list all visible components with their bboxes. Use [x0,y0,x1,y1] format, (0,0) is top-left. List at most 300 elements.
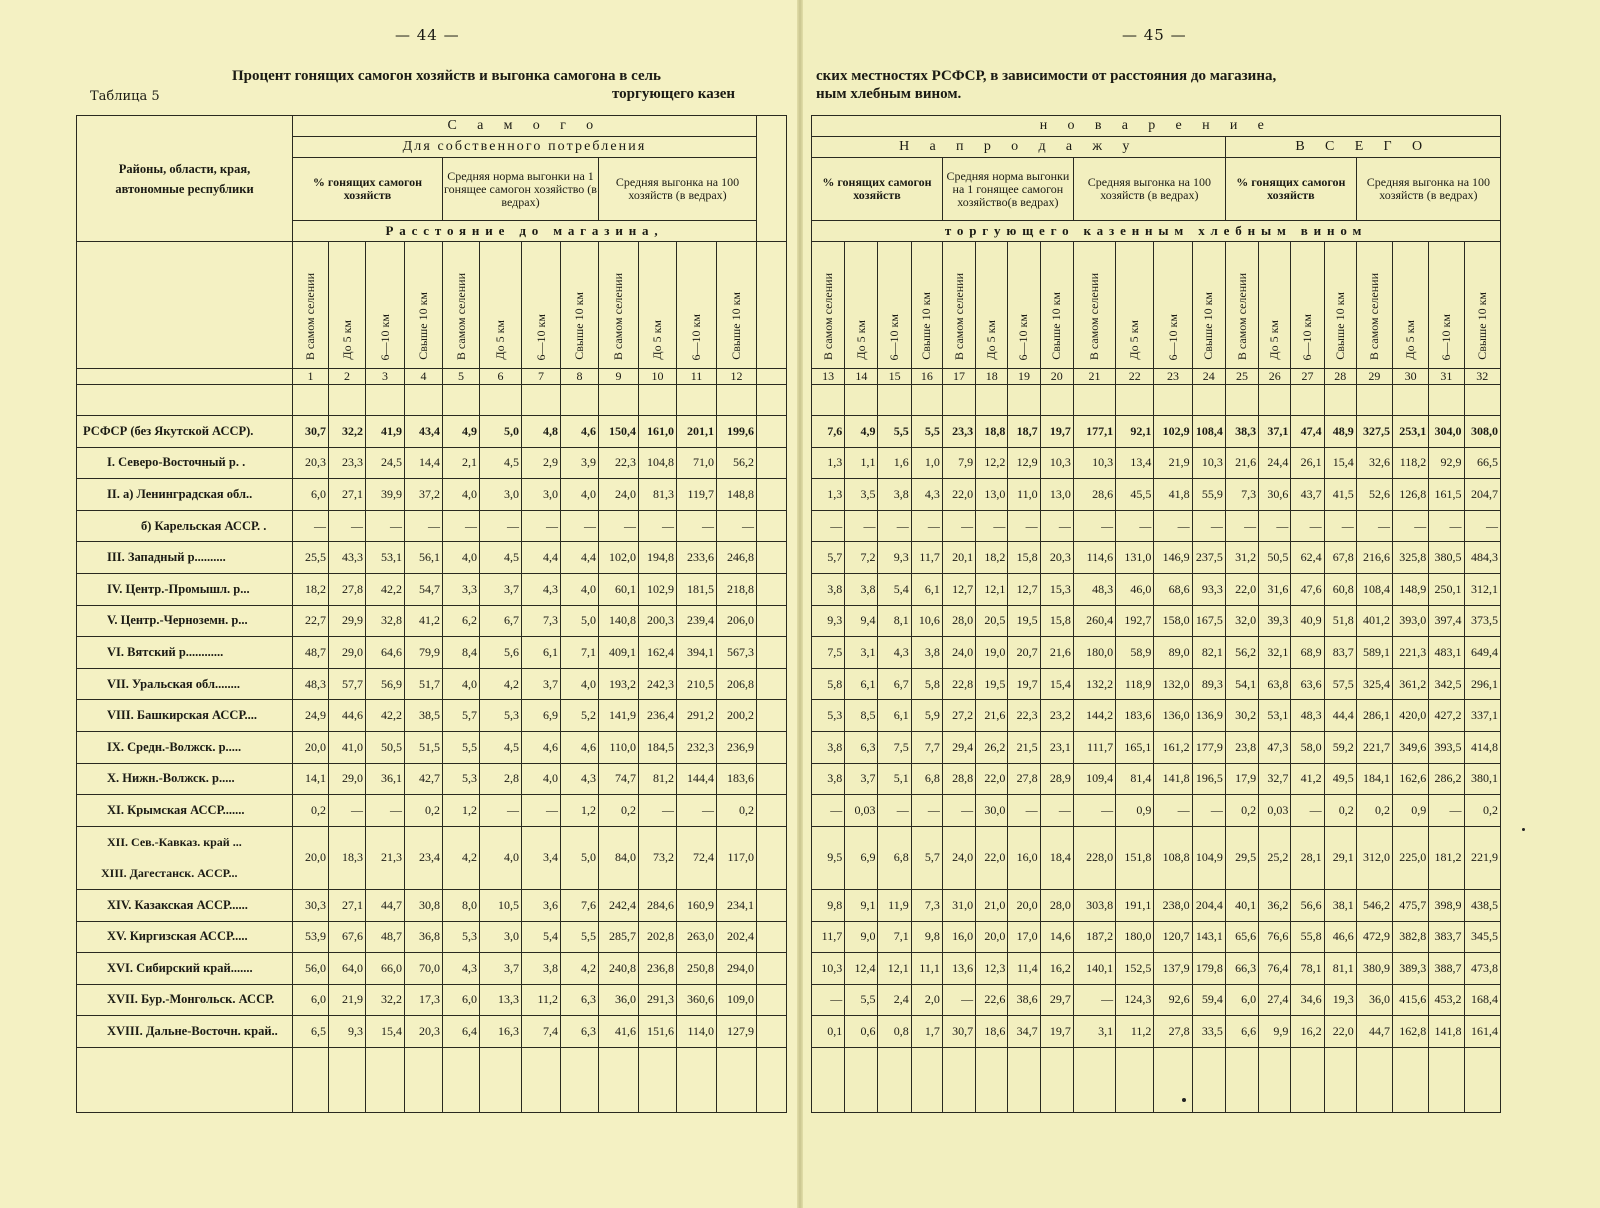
footer-cell [677,1047,717,1112]
data-cell: 41,2 [405,605,443,637]
data-cell: 475,7 [1393,889,1429,921]
group-pct-sale: % гонящих самогон хозяйств [812,158,943,221]
distance-label: В самом селении [1234,272,1249,360]
data-cell: 29,0 [329,763,366,795]
data-cell: 337,1 [1464,700,1500,732]
region-name-text: VIII. Башкирская АССР.... [107,708,258,723]
data-cell: 6,5 [293,1016,329,1048]
data-cell: — [942,984,975,1016]
data-cell: 18,2 [976,542,1008,574]
data-cell: 0,1 [812,1016,845,1048]
data-cell: 6,1 [845,668,878,700]
data-cell: 7,6 [561,889,599,921]
column-number: 4 [405,369,443,385]
data-cell: 36,0 [1356,984,1392,1016]
data-cell: 6,7 [878,668,911,700]
data-cell: 237,5 [1192,542,1225,574]
data-cell: 11,4 [1008,953,1040,985]
data-cell: 5,5 [845,984,878,1016]
data-cell: 4,0 [443,479,480,511]
data-cell: 102,9 [639,573,677,605]
data-cell: 20,3 [405,1016,443,1048]
region-name-text: XIV. Казакская АССР...... [107,897,248,912]
data-cell: 53,1 [366,542,405,574]
spacer-cell [911,385,942,416]
blank-col-cell [757,763,787,795]
blank-col-cell [757,479,787,511]
data-cell: 177,9 [1192,731,1225,763]
spacer-cell [293,385,329,416]
data-cell: 19,7 [1008,668,1040,700]
data-cell: 4,0 [561,573,599,605]
data-cell: 0,2 [1464,795,1500,827]
data-cell: 179,8 [1192,953,1225,985]
data-cell: 66,5 [1464,447,1500,479]
table-row [812,984,1501,1016]
data-cell: 22,3 [1008,700,1040,732]
data-cell: 27,8 [1008,763,1040,795]
data-cell: — [639,795,677,827]
data-cell: 41,5 [1324,479,1356,511]
data-cell: 92,1 [1116,416,1154,448]
data-cell: 27,2 [942,700,975,732]
region-name-text: IV. Центр.-Промышл. р... [107,581,250,596]
data-cell: 3,0 [480,479,522,511]
data-cell: 0,2 [717,795,757,827]
data-cell: 1,7 [911,1016,942,1048]
data-cell: 194,8 [639,542,677,574]
distance-label: 6—10 км [1299,313,1314,360]
data-cell: 409,1 [599,637,639,669]
data-cell: 4,0 [522,763,561,795]
data-cell: 68,6 [1154,573,1192,605]
data-cell: 9,3 [329,1016,366,1048]
data-cell: 24,0 [942,826,975,889]
spacer-cell [480,385,522,416]
data-cell: 3,8 [812,763,845,795]
data-cell: — [1393,510,1429,542]
data-cell: 0,2 [293,795,329,827]
data-cell: 389,3 [1393,953,1429,985]
data-cell: 263,0 [677,921,717,953]
data-cell: 45,5 [1116,479,1154,511]
table-row [77,479,787,511]
data-cell: 22,0 [1225,573,1258,605]
data-cell: 24,9 [293,700,329,732]
data-cell: — [366,510,405,542]
data-cell: 0,9 [1393,795,1429,827]
data-cell: 20,7 [1008,637,1040,669]
data-cell: 71,0 [677,447,717,479]
data-cell: 5,9 [911,700,942,732]
data-cell: 21,0 [976,889,1008,921]
data-cell: 108,8 [1154,826,1192,889]
table-row [77,416,787,448]
data-cell: — [812,984,845,1016]
footer-cell [1116,1047,1154,1112]
data-cell: 225,0 [1393,826,1429,889]
distance-header [639,242,677,369]
column-number: 20 [1040,369,1073,385]
data-cell: 291,3 [639,984,677,1016]
data-cell: 44,7 [366,889,405,921]
data-cell: — [1356,510,1392,542]
distance-header [976,242,1008,369]
region-name-text: РСФСР (без Якутской АССР). [83,423,254,438]
column-number: 30 [1393,369,1429,385]
data-cell: 6,4 [443,1016,480,1048]
table-title-part2: ских местностях РСФСР, в зависимости от расстояния до магазина, [816,68,1277,84]
data-cell: 589,1 [1356,637,1392,669]
column-number: 27 [1291,369,1324,385]
data-cell: — [1154,795,1192,827]
data-cell: 360,6 [677,984,717,1016]
spacer-cell [717,385,757,416]
table-row [77,826,787,889]
data-cell: 42,2 [366,700,405,732]
data-cell: 7,1 [561,637,599,669]
table-row [77,921,787,953]
data-cell: 9,3 [812,605,845,637]
data-cell: 25,5 [293,542,329,574]
data-cell: 1,0 [911,447,942,479]
region-name [77,510,293,542]
blank-col-cell [757,369,787,385]
distance-header [1429,242,1464,369]
data-cell: 8,4 [443,637,480,669]
data-cell: — [1259,510,1291,542]
blank-col-cell [757,447,787,479]
blank-col-cell [757,700,787,732]
data-cell: 202,4 [717,921,757,953]
footer-cell [1429,1047,1464,1112]
data-cell: 388,7 [1429,953,1464,985]
region-name-text: VII. Уральская обл........ [107,676,240,691]
data-cell: 44,4 [1324,700,1356,732]
data-cell: 5,8 [911,668,942,700]
table-row [812,479,1501,511]
data-cell: 137,9 [1154,953,1192,985]
data-cell: 43,7 [1291,479,1324,511]
data-cell: 23,1 [1040,731,1073,763]
footer-cell [293,1047,329,1112]
data-cell: 0,2 [1356,795,1392,827]
data-cell: 1,3 [812,479,845,511]
data-cell: 60,1 [599,573,639,605]
data-cell: 5,4 [522,921,561,953]
data-cell: 192,7 [1116,605,1154,637]
data-cell: — [329,510,366,542]
data-cell: 484,3 [1464,542,1500,574]
data-cell: 55,9 [1192,479,1225,511]
distance-label: В самом селении [1366,272,1381,360]
column-number: 32 [1464,369,1500,385]
data-cell: 6,3 [845,731,878,763]
data-cell: 2,4 [878,984,911,1016]
data-cell: 56,6 [1291,889,1324,921]
table-row [812,889,1501,921]
data-cell: 7,6 [812,416,845,448]
column-number: 17 [942,369,975,385]
data-cell: — [1116,510,1154,542]
spacer-cell [1429,385,1464,416]
data-cell: 238,0 [1154,889,1192,921]
blank-col-cell [757,242,787,369]
data-cell: 48,3 [1073,573,1115,605]
data-cell: 472,9 [1356,921,1392,953]
data-cell: 38,6 [1008,984,1040,1016]
column-number: 2 [329,369,366,385]
data-cell: 29,7 [1040,984,1073,1016]
blank-col-cell [757,542,787,574]
data-cell: 8,0 [443,889,480,921]
data-cell: 24,4 [1259,447,1291,479]
data-cell: 5,5 [878,416,911,448]
data-cell: 48,3 [1291,700,1324,732]
column-number: 1 [293,369,329,385]
data-cell: 21,6 [1225,447,1258,479]
data-cell: 40,9 [1291,605,1324,637]
data-cell: 23,8 [1225,731,1258,763]
footer-cell [1356,1047,1392,1112]
data-cell: 109,4 [1073,763,1115,795]
table-title-part1: Процент гонящих самогон хозяйств и выгонка самогона в сель [232,68,661,84]
data-cell: 42,7 [405,763,443,795]
data-cell: 228,0 [1073,826,1115,889]
data-cell: 22,3 [599,447,639,479]
data-cell: 291,2 [677,700,717,732]
distance-label: До 5 км [984,320,999,360]
region-name [77,573,293,605]
data-cell: 240,8 [599,953,639,985]
data-cell: 15,8 [1008,542,1040,574]
data-cell: — [677,510,717,542]
header-samogo: С а м о г о [293,116,757,137]
data-cell: 76,6 [1259,921,1291,953]
data-cell: 6,1 [522,637,561,669]
data-cell: 18,6 [976,1016,1008,1048]
data-cell: 0,03 [845,795,878,827]
table-row [812,573,1501,605]
data-cell: 6,7 [480,605,522,637]
data-cell: 10,3 [1040,447,1073,479]
blank-col-cell [757,889,787,921]
region-name-line: XII. Сев.-Кавказ. край ... [107,834,242,849]
data-cell: 221,3 [1393,637,1429,669]
data-cell: 41,0 [329,731,366,763]
data-cell: 19,7 [1040,1016,1073,1048]
data-cell: 4,5 [480,542,522,574]
data-cell: 0,2 [599,795,639,827]
data-cell: 7,7 [911,731,942,763]
data-cell: 4,8 [522,416,561,448]
distance-label: 6—10 км [887,313,902,360]
header-distance-right: торгующего казенным хлебным вином [812,221,1501,242]
data-cell: 17,0 [1008,921,1040,953]
table-row [812,700,1501,732]
data-cell: 143,1 [1192,921,1225,953]
data-cell: 30,3 [293,889,329,921]
header-novarenie: н о в а р е н и е [812,116,1501,137]
region-name [77,416,293,448]
spacer-cell [443,385,480,416]
distance-label: До 5 км [339,320,354,360]
data-cell: 168,4 [1464,984,1500,1016]
ink-speck [1522,828,1525,831]
data-cell: 6,3 [561,984,599,1016]
group-pct-total: % гонящих самогон хозяйств [1225,158,1356,221]
distance-label: В самом селении [303,272,317,360]
spacer-cell [329,385,366,416]
data-cell: 20,1 [942,542,975,574]
data-cell: 38,1 [1324,889,1356,921]
data-cell: 4,9 [443,416,480,448]
data-cell: 4,5 [480,731,522,763]
table-title-part1b: торгующего казен [612,86,736,102]
data-cell: 5,0 [561,826,599,889]
data-cell: 1,3 [812,447,845,479]
distance-label: До 5 км [853,320,868,360]
data-cell: 285,7 [599,921,639,953]
data-cell: 202,8 [639,921,677,953]
distance-label: 6—10 км [1016,313,1031,360]
distance-header [812,242,845,369]
data-cell: 3,7 [845,763,878,795]
data-cell: 204,7 [1464,479,1500,511]
blank-col [757,116,787,242]
distance-label: В самом селении [453,272,468,360]
column-number: 23 [1154,369,1192,385]
spacer-cell [1259,385,1291,416]
footer-cell [845,1047,878,1112]
data-cell: — [878,510,911,542]
data-cell: 1,1 [845,447,878,479]
data-cell: 10,3 [1073,447,1115,479]
data-cell: 398,9 [1429,889,1464,921]
data-cell: 18,4 [1040,826,1073,889]
data-cell: 5,3 [812,700,845,732]
data-cell: 46,0 [1116,573,1154,605]
table-row [812,542,1501,574]
data-cell: 9,5 [812,826,845,889]
data-cell: 38,3 [1225,416,1258,448]
data-cell: 236,9 [717,731,757,763]
data-cell: 47,3 [1259,731,1291,763]
data-cell: 6,2 [443,605,480,637]
data-cell: 19,0 [976,637,1008,669]
data-cell: 4,3 [522,573,561,605]
data-table-right [811,115,1501,1113]
header-own-use: Для собственного потребления [293,137,757,158]
data-cell: 13,0 [1040,479,1073,511]
data-cell: 1,2 [443,795,480,827]
data-cell: 5,7 [443,700,480,732]
table-row [77,763,787,795]
data-cell: 3,1 [1073,1016,1115,1048]
data-cell: — [1073,510,1115,542]
distance-header [293,242,329,369]
region-name-text: IX. Средн.-Волжск. р..... [107,739,242,754]
data-cell: 13,6 [942,953,975,985]
footer-cell [1324,1047,1356,1112]
data-cell: 140,1 [1073,953,1115,985]
data-cell: 4,3 [878,637,911,669]
distance-header-row-left [77,242,787,369]
table-title-part2b: ным хлебным вином. [816,86,962,102]
data-cell: 4,2 [443,826,480,889]
footer-cell [522,1047,561,1112]
data-cell: 18,2 [293,573,329,605]
data-cell: 10,5 [480,889,522,921]
data-cell: 110,0 [599,731,639,763]
group-pct-own: % гонящих самогон хозяйств [293,158,443,221]
distance-label: В самом селении [611,272,625,360]
data-cell: 312,1 [1464,573,1500,605]
data-cell: 32,2 [366,984,405,1016]
data-cell: 43,4 [405,416,443,448]
table-row [77,447,787,479]
table-row [77,731,787,763]
data-cell: 21,9 [329,984,366,1016]
data-cell: 383,7 [1429,921,1464,953]
data-cell: 146,9 [1154,542,1192,574]
group-out-total: Средняя выгонка на 100 хозяйств (в ведрах) [1356,158,1500,221]
data-cell: 0,2 [1225,795,1258,827]
footer-cell [329,1047,366,1112]
data-cell: 68,9 [1291,637,1324,669]
data-cell: 118,9 [1116,668,1154,700]
data-cell: 42,2 [366,573,405,605]
table-row [77,573,787,605]
data-cell: 12,1 [976,573,1008,605]
column-number: 19 [1008,369,1040,385]
region-name-text: XVII. Бур.-Монгольск. АССР. [107,992,275,1007]
data-cell: — [1008,510,1040,542]
data-cell: 7,9 [942,447,975,479]
column-number: 15 [878,369,911,385]
data-cell: 34,6 [1291,984,1324,1016]
data-cell: 308,0 [1464,416,1500,448]
data-cell: 34,7 [1008,1016,1040,1048]
data-cell: 184,1 [1356,763,1392,795]
data-cell: 5,4 [878,573,911,605]
data-cell: 3,4 [522,826,561,889]
data-cell: 31,6 [1259,573,1291,605]
group-out-sale: Средняя выгонка на 100 хозяйств (в ведрах) [1073,158,1225,221]
data-cell: 6,0 [293,984,329,1016]
data-cell: 30,7 [293,416,329,448]
footer-cell [1393,1047,1429,1112]
data-cell: 17,9 [1225,763,1258,795]
table-row [812,416,1501,448]
data-cell: 0,03 [1259,795,1291,827]
spacer-cell [1073,385,1115,416]
data-cell: 187,2 [1073,921,1115,953]
data-cell: 181,5 [677,573,717,605]
data-cell: 5,3 [443,763,480,795]
data-cell: 236,8 [639,953,677,985]
data-cell: 3,7 [480,953,522,985]
data-cell: 11,2 [522,984,561,1016]
spacer-cell [812,385,845,416]
data-cell: — [812,795,845,827]
data-cell: 5,8 [812,668,845,700]
data-cell: 184,5 [639,731,677,763]
data-cell: 4,6 [561,416,599,448]
distance-header [1192,242,1225,369]
spacer-cell [976,385,1008,416]
data-cell: 5,1 [878,763,911,795]
